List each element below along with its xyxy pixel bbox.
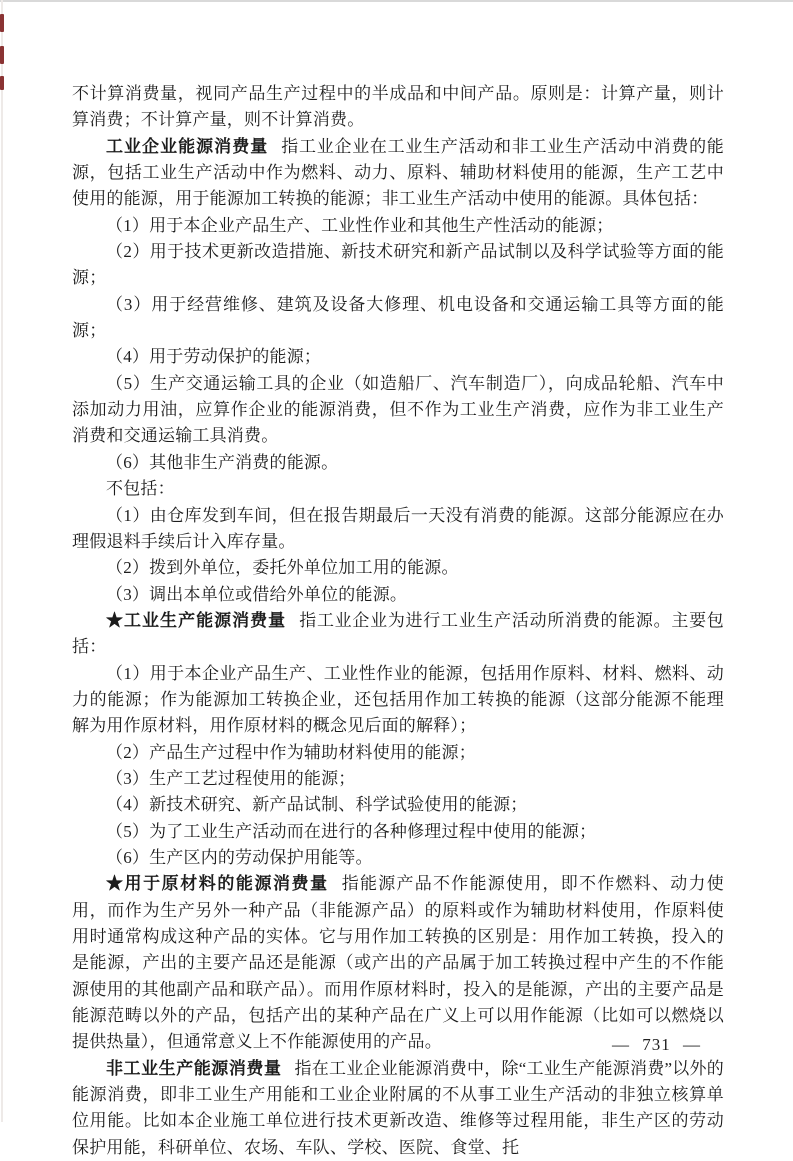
scan-border-top (0, 0, 793, 2)
list-item: （1）由仓库发到车间，但在报告期最后一天没有消费的能源。这部分能源应在办理假退料手续后计入库存量。 (72, 505, 724, 551)
term-definition: 指工业企业在工业生产活动和非工业生产活动中消费的能源，包括工业生产活动中作为燃料、动力、原料、辅助材料使用的能源，生产工艺中使用的能源，用于能源加工转换的能源；非工业生产活动中使用的能源。具体包括： (72, 136, 725, 209)
list-item: （1）用于本企业产品生产、工业性作业和其他生产性活动的能源； (106, 215, 614, 235)
term-paragraph-industrial-production-energy-consumption (72, 608, 724, 661)
list-item: （6）生产区内的劳动保护用能等。 (106, 847, 373, 867)
term-paragraph-non-industrial-production-energy-consumption (72, 1056, 724, 1161)
list-item: （2）拨到外单位，委托外单位加工用的能源。 (106, 558, 459, 578)
term-label: 工业企业能源消费量 (106, 136, 269, 156)
list-item: （6）其他非生产消费的能源。 (106, 452, 339, 472)
page-number: — 731 — (612, 1035, 701, 1054)
term-definition: 指能源产品不作能源使用，即不作燃料、动力使用，而作为生产另外一种产品（非能源产品）的原料或作为辅助材料使用，作原料使用时通常构成这种产品的实体。它与用作加工转换的区别是：用作加工转换，投入的是能源，产出的主要产品还是能源（或产出的产品属于加工转换过程中产生的不作能源使用的其他副产品和联产品）。而用作原材料时，投入的是能源，产出的主要产品是能源范畴以外的产品，包括产出的某种产品在广义上可以用作能源（比如可以燃烧以提供热量），但通常意义上不作能源使用的产品。 (72, 874, 725, 1052)
list-item: （2）用于技术更新改造措施、新技术研究和新产品试制以及科学试验等方面的能源； (72, 242, 724, 288)
red-stamp-fragment (0, 46, 4, 64)
exclusion-heading: 不包括： (106, 479, 175, 499)
list-item: （2）产品生产过程中作为辅助材料使用的能源； (106, 742, 476, 762)
term-label: 非工业生产能源消费量 (106, 1058, 282, 1078)
list-item: （1）用于本企业产品生产、工业性作业的能源，包括用作原料、材料、燃料、动力的能源；作为能源加工转换企业，还包括用作加工转换的能源（这部分能源不能理解为用作原材料，用作原材料的概念见后面的解释）； (72, 663, 724, 736)
red-stamp-fragment (0, 76, 4, 90)
term-paragraph-industrial-enterprise-energy-consumption (72, 134, 724, 213)
term-label: ★用于原材料的能源消费量 (106, 874, 329, 894)
list-item: （4）新技术研究、新产品试制、科学试验使用的能源； (106, 795, 528, 815)
list-item: （5）生产交通运输工具的企业（如造船厂、汽车制造厂），向成品轮船、汽车中添加动力用油，应算作企业的能源消费，但不作为工业生产消费，应作为非工业生产消费和交通运输工具消费。 (72, 373, 724, 446)
paragraph-continuation: 不计算消费量，视同产品生产过程中的半成品和中间产品。原则是：计算产量，则计算消费；不计算产量，则不计算消费。 (72, 84, 724, 130)
list-item: （3）调出本单位或借给外单位的能源。 (106, 584, 408, 604)
term-label: ★工业生产能源消费量 (106, 610, 287, 630)
term-paragraph-energy-used-as-raw-material (72, 871, 724, 1055)
list-item: （3）用于经营维修、建筑及设备大修理、机电设备和交通运输工具等方面的能源； (72, 294, 724, 341)
list-item: （4）用于劳动保护的能源； (106, 347, 322, 367)
red-stamp-fragment (0, 14, 4, 32)
list-item: （3）生产工艺过程使用的能源； (106, 768, 356, 788)
scan-border-left (1, 0, 3, 1122)
list-item: （5）为了工业生产活动而在进行的各种修理过程中使用的能源； (106, 821, 597, 841)
term-definition: 指工业企业为进行工业生产活动所消费的能源。主要包括： (72, 610, 724, 657)
body-text (72, 81, 724, 1161)
term-definition: 指在工业企业能源消费中，除“工业生产能源消费”以外的能源消费，即非工业生产用能和工业企业附属的不从事工业生产活动的非独立核算单位用能。比如本企业施工单位进行技术更新改造、维修等过程用能，非生产区的劳动保护用能，科研单位、农场、车队、学校、医院、食堂、托 (72, 1058, 725, 1157)
